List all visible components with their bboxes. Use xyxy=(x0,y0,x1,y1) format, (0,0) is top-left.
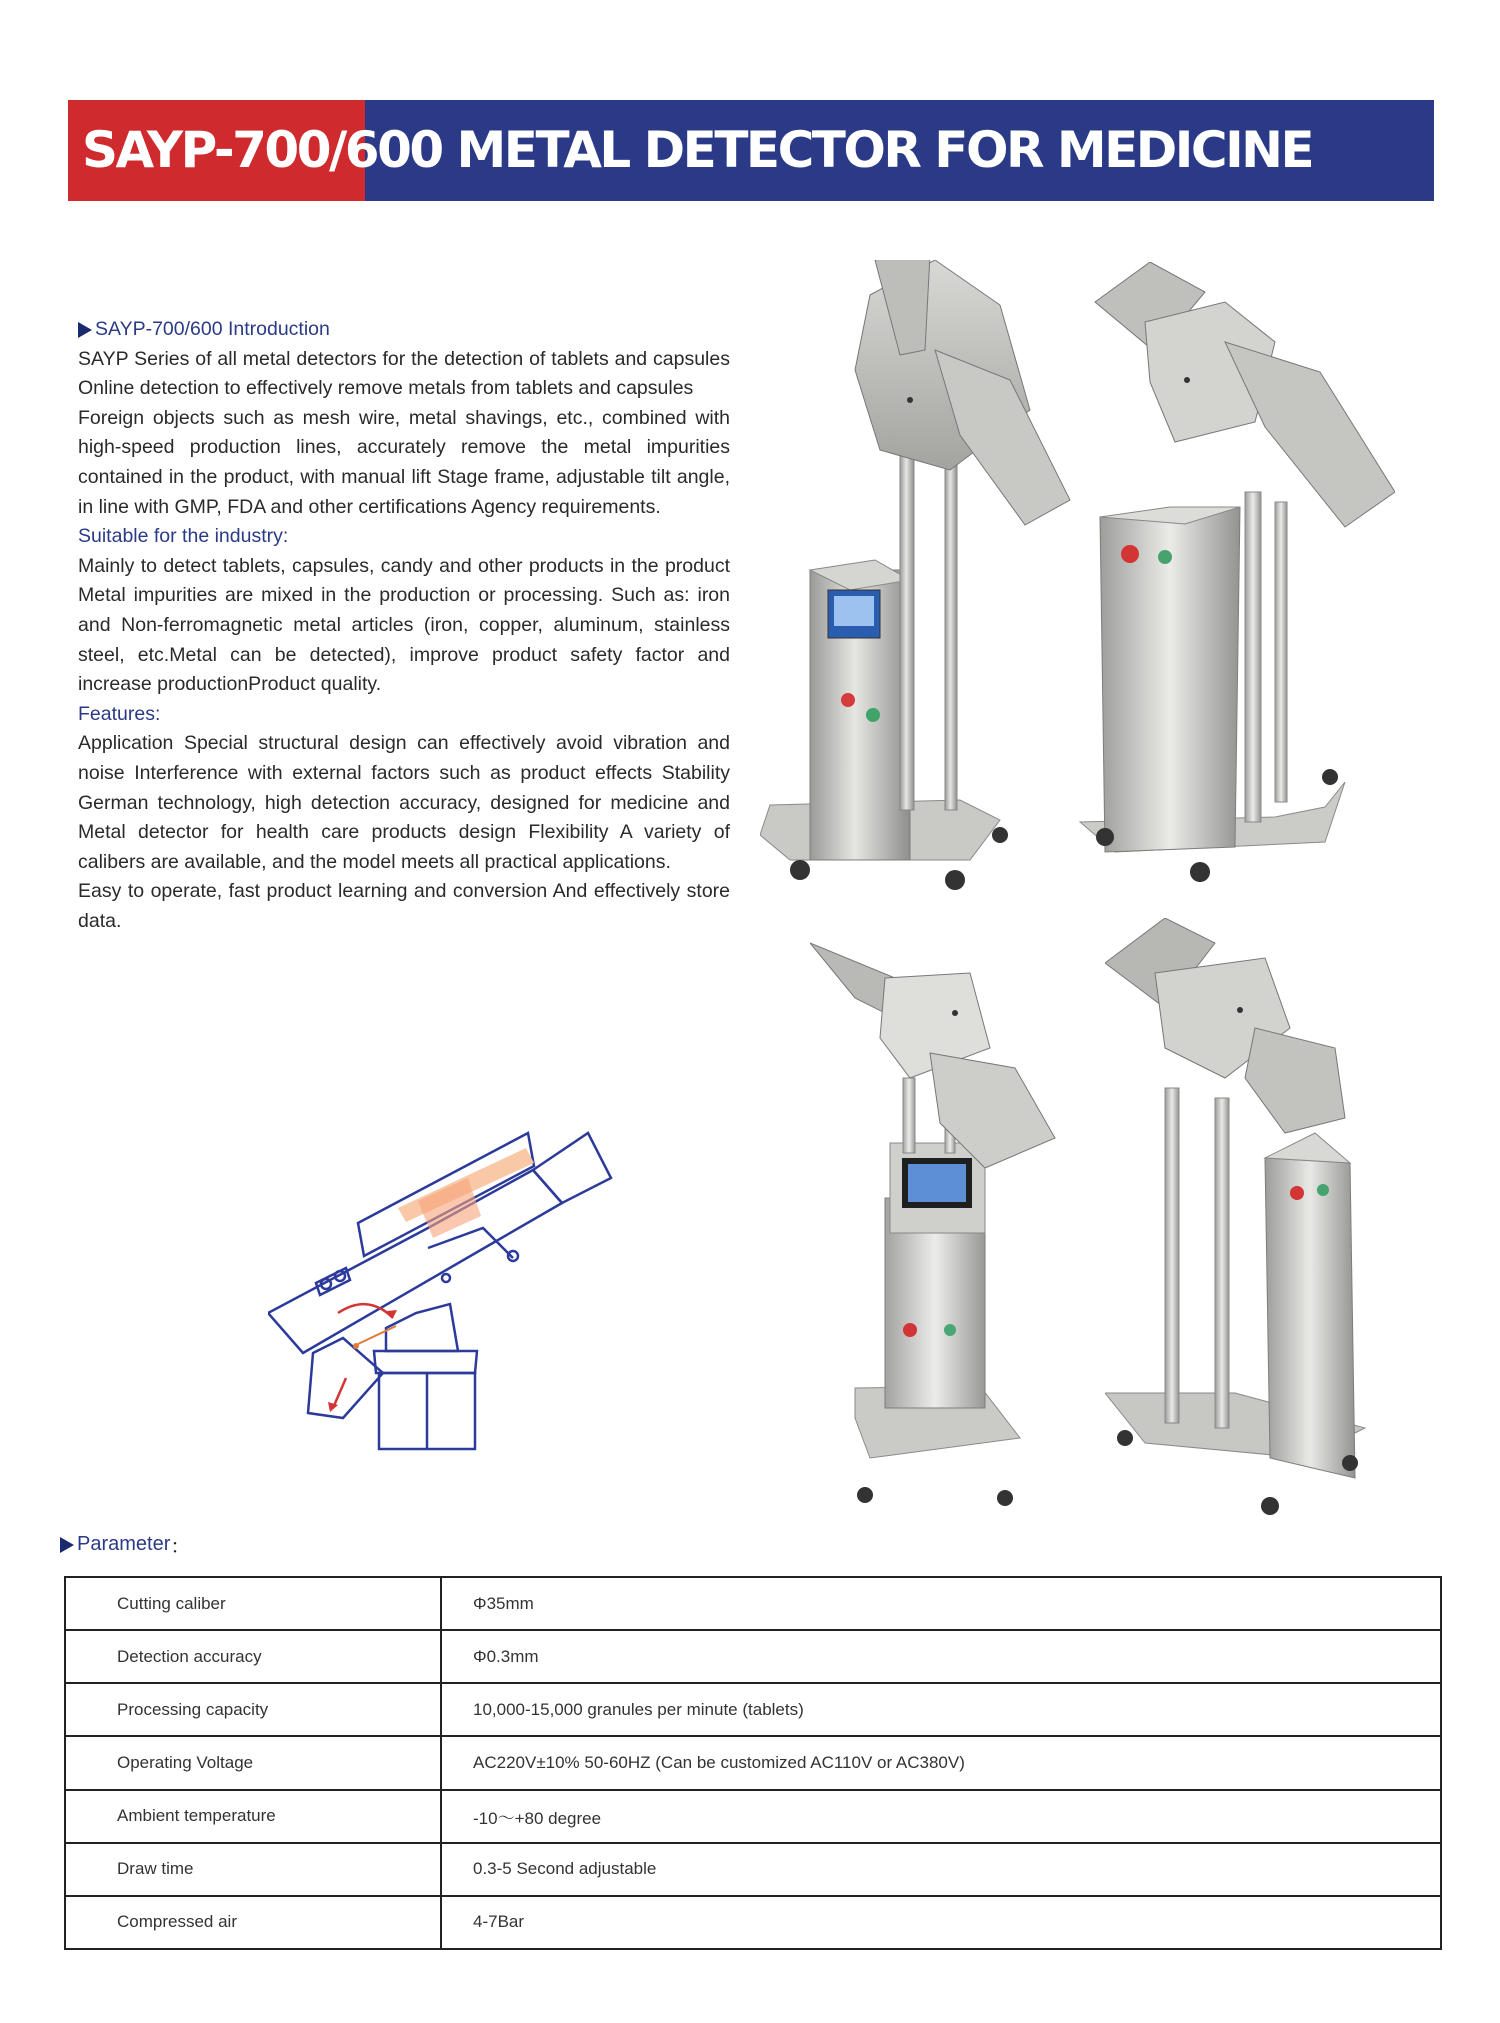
parameter-value: 4-7Bar xyxy=(441,1896,1441,1949)
triangle-bullet-icon xyxy=(60,1537,74,1553)
parameter-heading-text: Parameter xyxy=(77,1533,171,1555)
features-heading: Features: xyxy=(78,702,161,725)
page-title: SAYP-700/600 METAL DETECTOR FOR MEDICINE xyxy=(82,121,1313,179)
intro-section xyxy=(78,315,730,936)
parameter-label: Detection accuracy xyxy=(65,1630,441,1683)
table-row xyxy=(65,1843,1441,1896)
parameter-value: 10,000-15,000 granules per minute (tablets) xyxy=(441,1683,1441,1736)
product-photo-2 xyxy=(1075,262,1395,897)
parameter-value: 0.3-5 Second adjustable xyxy=(441,1843,1441,1896)
table-row xyxy=(65,1577,1441,1630)
table-row xyxy=(65,1683,1441,1736)
parameter-label: Draw time xyxy=(65,1843,441,1896)
industry-paragraph: Mainly to detect tablets, capsules, candy and other products in the product Metal impurities are mixed in the production or processing. Such as: iron and Non-ferromagnetic metal articles (iron, copper, aluminum, stainless steel, etc.Metal can be detected), improve product safety factor and increase productionProduct quality. xyxy=(78,554,730,696)
parameter-label: Compressed air xyxy=(65,1896,441,1949)
table-row xyxy=(65,1896,1441,1949)
table-row xyxy=(65,1790,1441,1843)
parameter-label: Operating Voltage xyxy=(65,1736,441,1789)
table-row xyxy=(65,1736,1441,1789)
parameter-label: Ambient temperature xyxy=(65,1790,441,1843)
product-photo-1 xyxy=(760,260,1090,900)
title-banner xyxy=(68,100,1434,201)
features-paragraph: Application Special structural design can effectively avoid vibration and noise Interference with external factors such as product effects Stability German technology, high detection accuracy, designed for medicine and Metal detector for health care products design Flexibility A variety of calibers are available, and the model meets all practical applications. xyxy=(78,732,730,873)
parameter-heading-colon: ： xyxy=(170,1536,191,1558)
product-photo-3 xyxy=(810,918,1075,1508)
intro-paragraph: Foreign objects such as mesh wire, metal shavings, etc., combined with high-speed production lines, accurately remove the metal impurities contained in the product, with manual lift Stage frame, adjustable tilt angle, in line with GMP, FDA and other certifications Agency requirements. xyxy=(78,406,730,518)
intro-heading xyxy=(78,315,730,345)
parameter-heading xyxy=(60,1530,190,1559)
parameter-value: -10〜+80 degree xyxy=(441,1790,1441,1843)
industry-heading: Suitable for the industry: xyxy=(78,525,289,548)
table-row xyxy=(65,1630,1441,1683)
parameter-table xyxy=(64,1576,1442,1950)
parameter-label: Processing capacity xyxy=(65,1683,441,1736)
parameter-value: AC220V±10% 50-60HZ (Can be customized AC110V or AC380V) xyxy=(441,1736,1441,1789)
features-paragraph: Easy to operate, fast product learning and conversion And effectively store data. xyxy=(78,880,730,932)
triangle-bullet-icon xyxy=(78,322,92,338)
product-photo-4 xyxy=(1105,918,1380,1518)
intro-heading-text: SAYP-700/600 Introduction xyxy=(95,318,330,340)
parameter-value: Φ0.3mm xyxy=(441,1630,1441,1683)
detector-diagram xyxy=(268,1108,694,1468)
intro-paragraph: SAYP Series of all metal detectors for the detection of tablets and capsules Online detection to effectively remove metals from tablets and capsules xyxy=(78,347,730,400)
parameter-label: Cutting caliber xyxy=(65,1577,441,1630)
parameter-value: Φ35mm xyxy=(441,1577,1441,1630)
